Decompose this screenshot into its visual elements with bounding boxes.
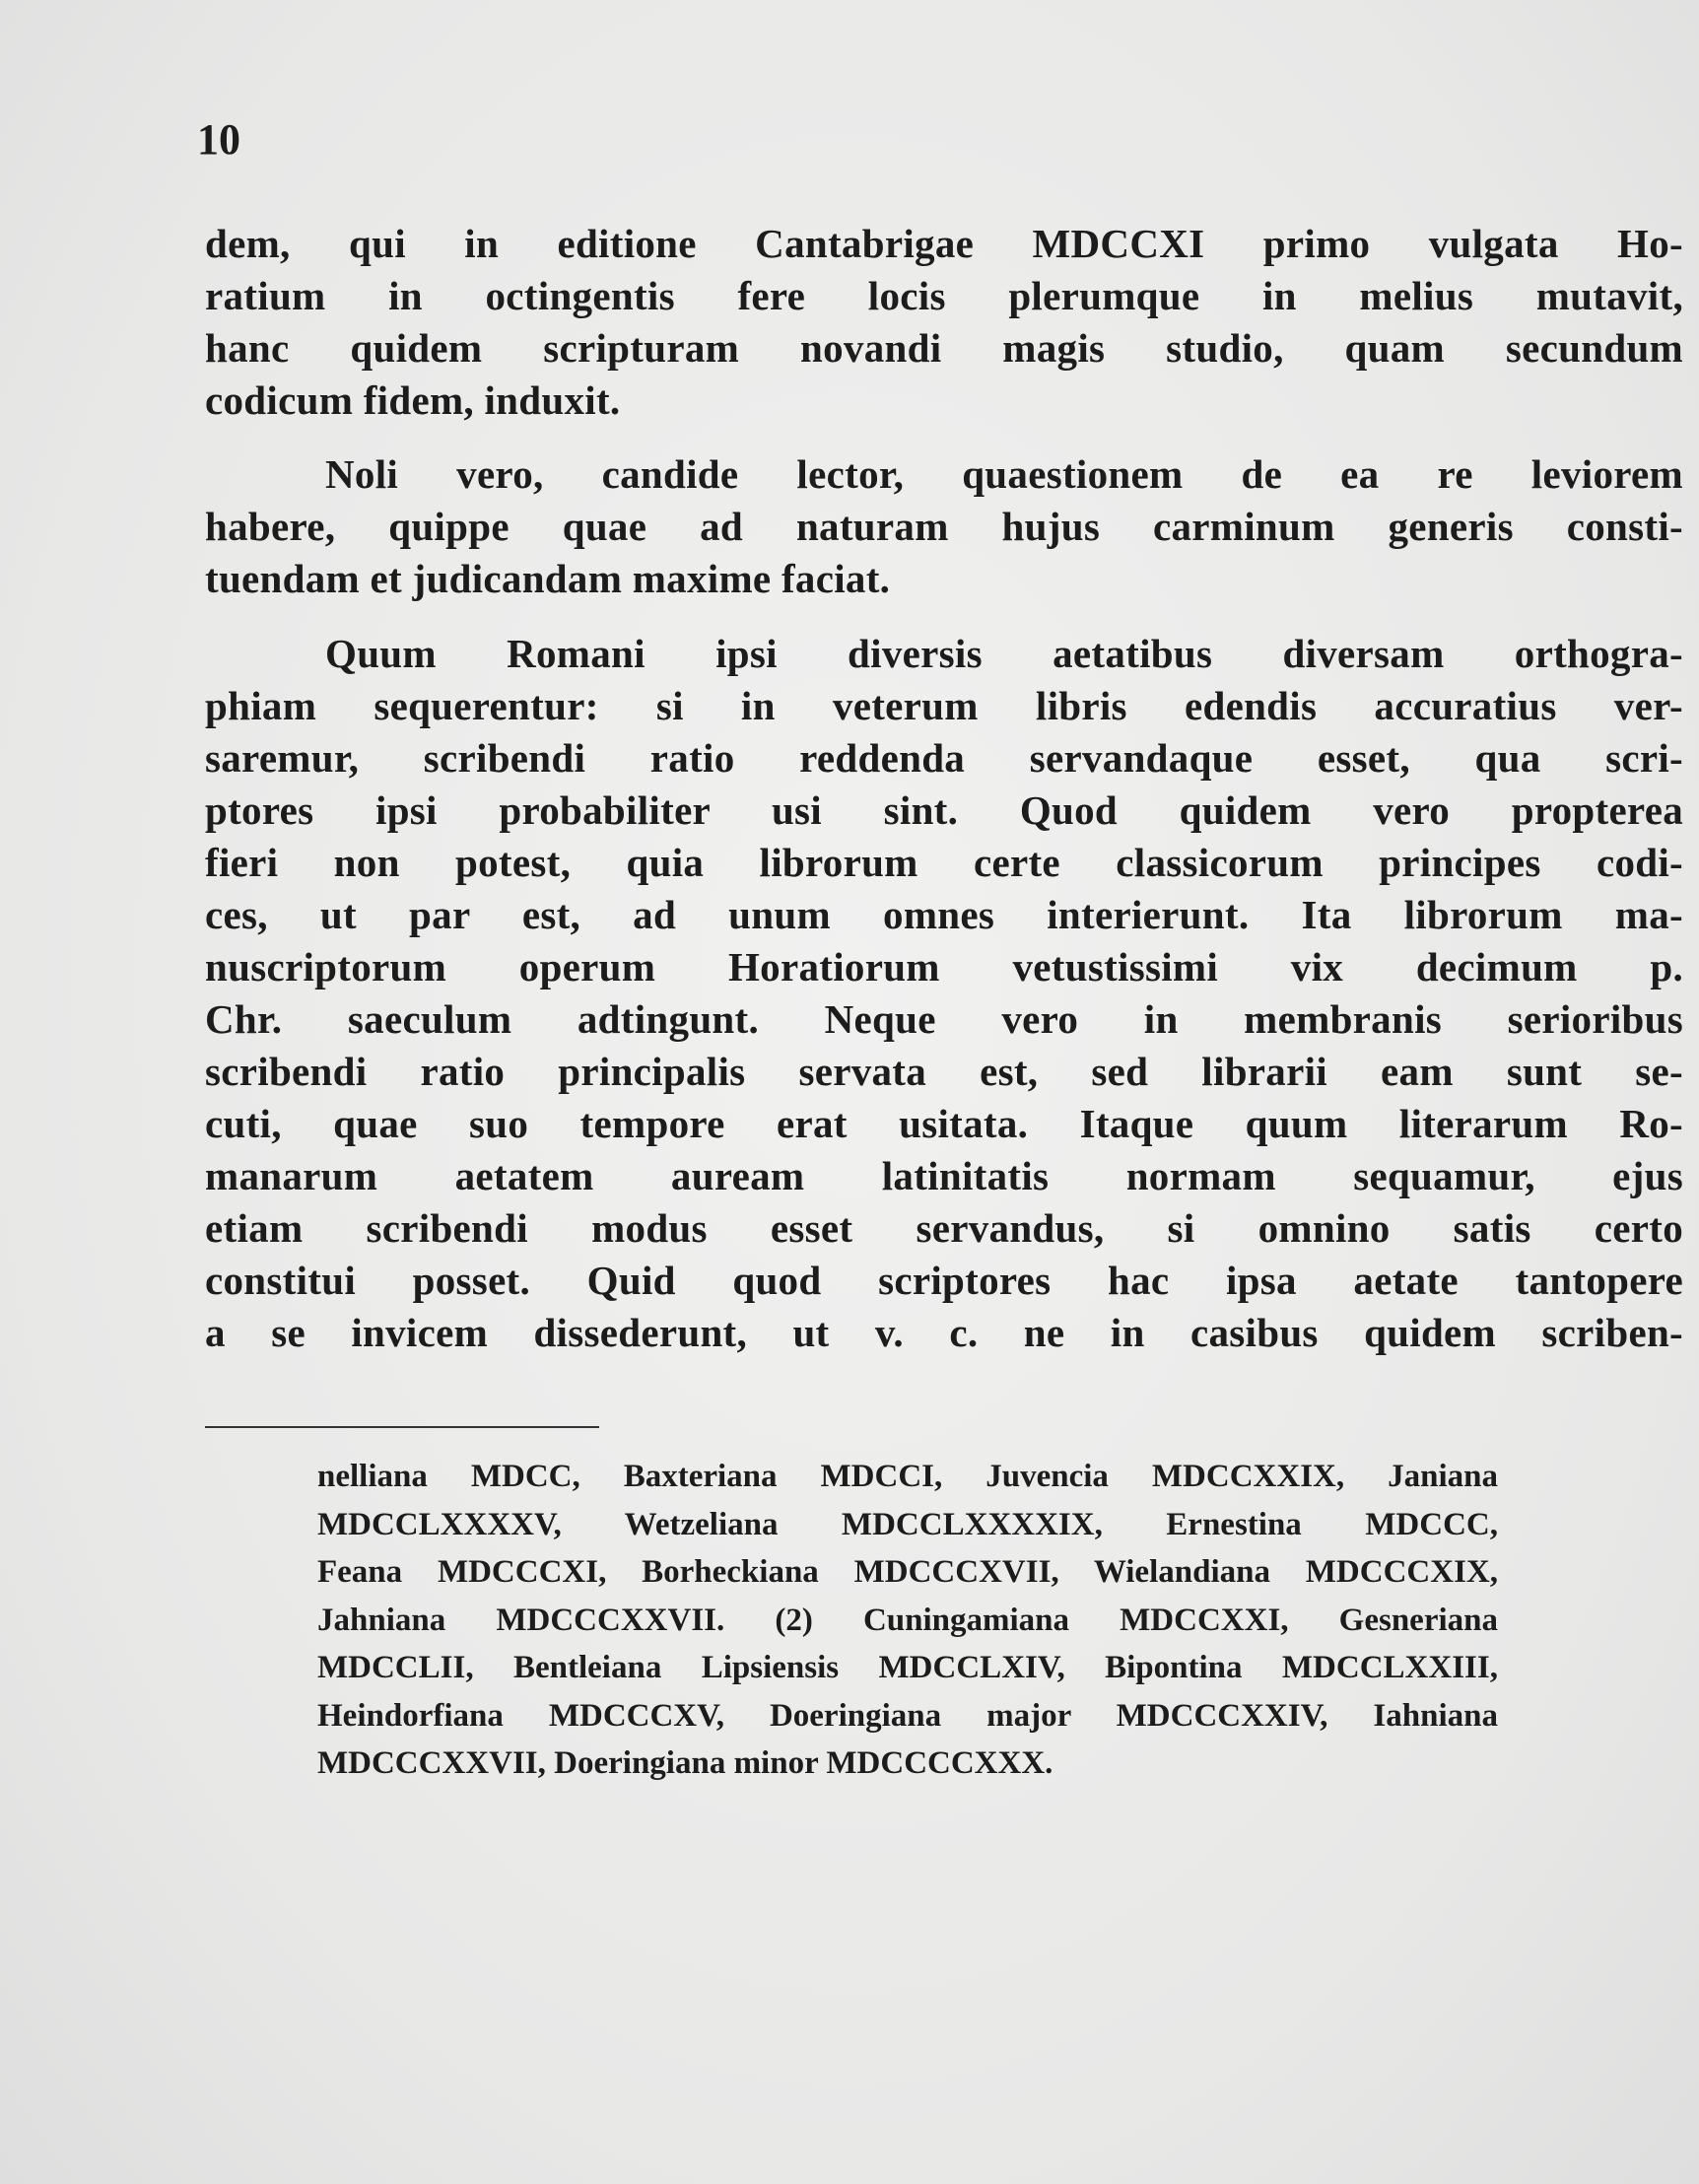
text-line: nuscriptorum operum Horatiorum vetustissimi vix decimum p. <box>205 944 1683 990</box>
text-line: saremur, scribendi ratio reddenda servandaque esset, qua scri- <box>205 735 1683 781</box>
footnote-rule <box>205 1426 599 1428</box>
text-line: tuendam et judicandam maxime faciat. <box>205 556 891 601</box>
footnote-line: nelliana MDCC, Baxteriana MDCCI, Juvencia MDCCXXIX, Janiana <box>317 1459 1498 1494</box>
footnote-line: Heindorfiana MDCCCXV, Doeringiana major MDCCCXXIV, Iahniana <box>317 1697 1498 1734</box>
text-line: codicum fidem, induxit. <box>205 377 621 423</box>
text-line: fieri non potest, quia librorum certe classicorum principes codi- <box>205 840 1683 885</box>
footnote-line: Feana MDCCCXI, Borheckiana MDCCCXVII, Wielandiana MDCCCXIX, <box>317 1554 1498 1590</box>
text-line: habere, quippe quae ad naturam hujus carminum generis consti- <box>205 504 1683 549</box>
text-line: dem, qui in editione Cantabrigae MDCCXI primo vulgata Ho- <box>205 221 1683 266</box>
text-line: Noli vero, candide lector, quaestionem de ea re leviorem <box>325 451 1683 497</box>
text-line: cuti, quae suo tempore erat usitata. Itaque quum literarum Ro- <box>205 1101 1683 1146</box>
footnote-line: MDCCCXXVII, Doeringiana minor MDCCCCXXX. <box>317 1745 1053 1781</box>
page-number: 10 <box>197 115 240 164</box>
text-line: a se invicem dissederunt, ut v. c. ne in casibus quidem scriben- <box>205 1310 1683 1355</box>
text-line: manarum aetatem auream latinitatis normam sequamur, ejus <box>205 1153 1683 1198</box>
text-line: etiam scribendi modus esset servandus, si omnino satis certo <box>205 1205 1683 1251</box>
text-line: ptores ipsi probabiliter usi sint. Quod quidem vero propterea <box>205 787 1683 833</box>
text-line: constitui posset. Quid quod scriptores hac ipsa aetate tantopere <box>205 1258 1683 1303</box>
text-line: Quum Romani ipsi diversis aetatibus diversam orthogra- <box>325 631 1683 676</box>
text-line: phiam sequerentur: si in veterum libris edendis accuratius ver- <box>205 683 1683 728</box>
text-line: ces, ut par est, ad unum omnes interierunt. Ita librorum ma- <box>205 892 1683 937</box>
text-line: ratium in octingentis fere locis plerumque in melius mutavit, <box>205 273 1683 318</box>
text-line: hanc quidem scripturam novandi magis studio, quam secundum <box>205 325 1683 371</box>
text-line: Chr. saeculum adtingunt. Neque vero in membranis serioribus <box>205 996 1683 1042</box>
footnote-line: Jahniana MDCCCXXVII. (2) Cuningamiana MDCCXXI, Gesneriana <box>317 1602 1498 1638</box>
footnote-line: MDCCLII, Bentleiana Lipsiensis MDCCLXIV, Bipontina MDCCLXXIII, <box>317 1650 1498 1685</box>
text-line: scribendi ratio principalis servata est, sed librarii eam sunt se- <box>205 1049 1683 1094</box>
footnote-line: MDCCLXXXXV, Wetzeliana MDCCLXXXXIX, Ernestina MDCCC, <box>317 1506 1498 1542</box>
